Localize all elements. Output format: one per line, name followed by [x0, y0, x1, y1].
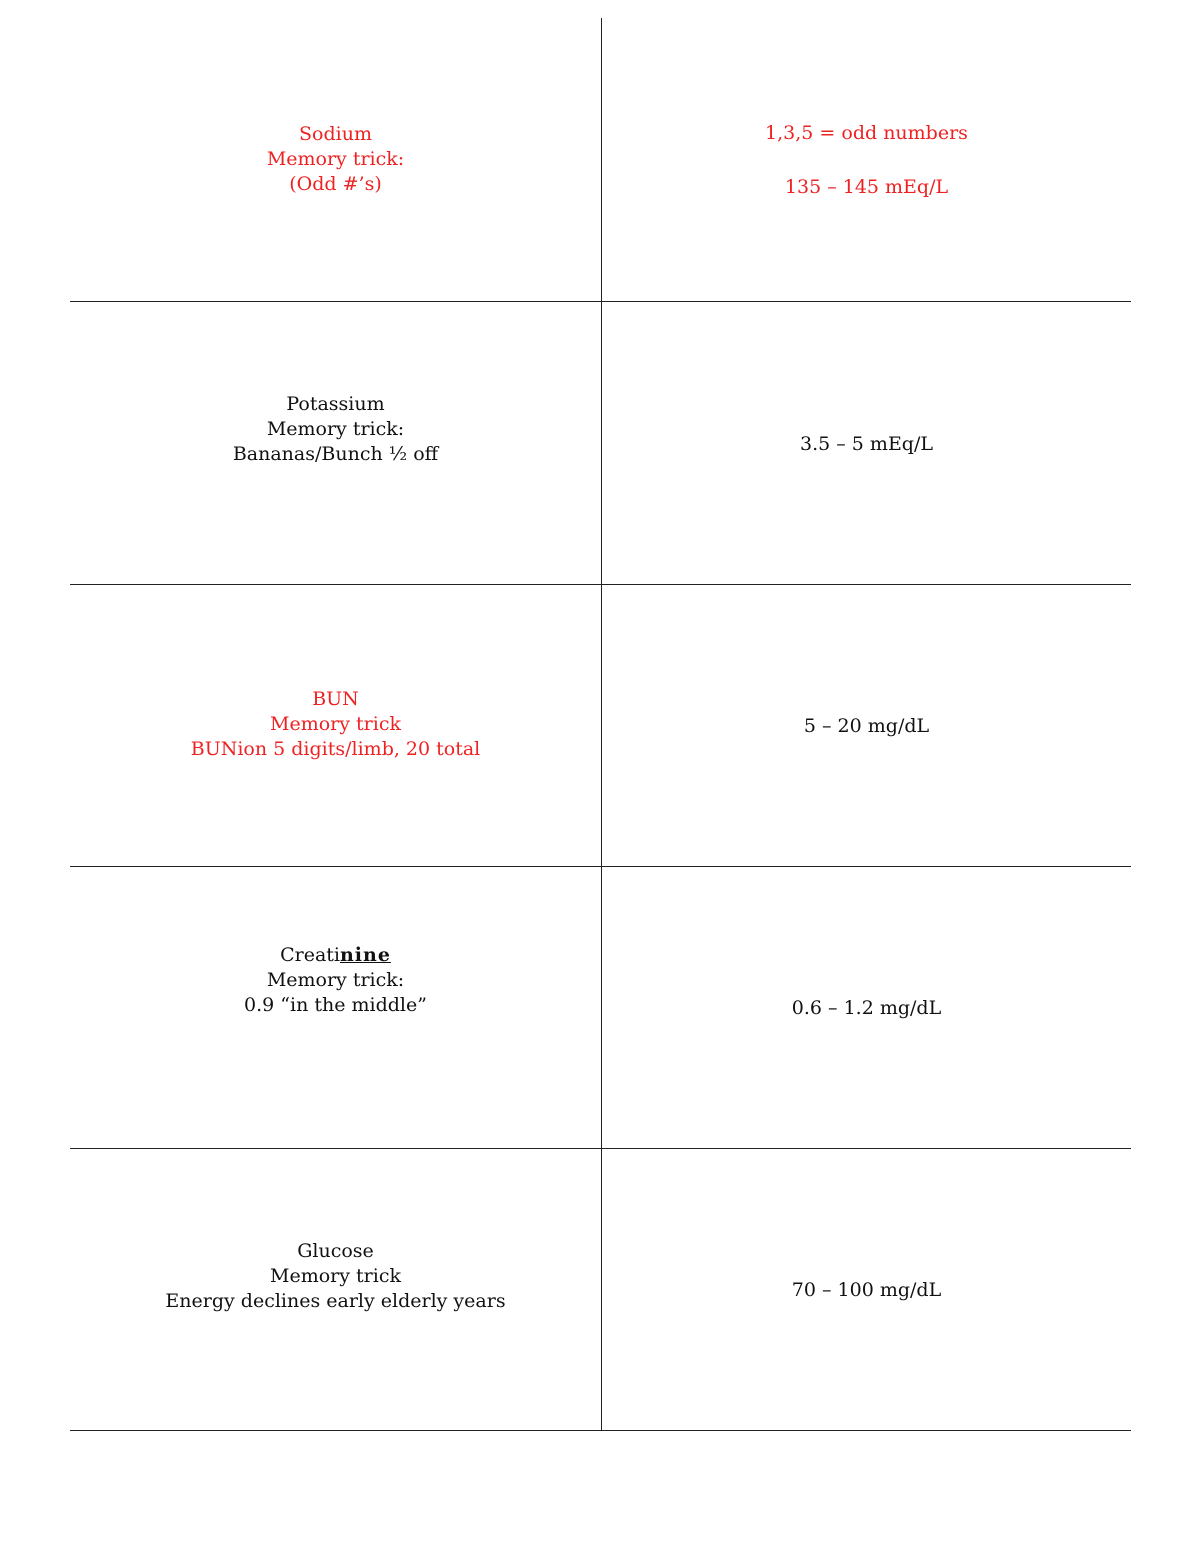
value-cell-bun — [602, 585, 1131, 866]
term-cell-glucose — [70, 1149, 602, 1430]
term-title: Glucose — [297, 1240, 374, 1262]
flashcard-row-sodium — [70, 18, 1131, 302]
term-title: Potassium — [286, 393, 385, 415]
term-memory-label: Memory trick — [270, 1265, 401, 1287]
value-cell-glucose — [602, 1149, 1131, 1430]
value-range: 135 – 145 mEq/L — [784, 176, 949, 198]
term-cell-bun — [70, 585, 602, 866]
value-cell-potassium — [602, 302, 1131, 584]
value-range: 70 – 100 mg/dL — [791, 1279, 942, 1301]
term-cell-potassium — [70, 302, 602, 584]
value-range: 3.5 – 5 mEq/L — [800, 433, 933, 455]
term-title-prefix: Creati — [280, 944, 340, 966]
value-cell-creatinine — [602, 867, 1131, 1148]
term-memory-hint: Bananas/Bunch ½ off — [232, 443, 439, 465]
term-memory-hint: (Odd #’s) — [289, 173, 382, 195]
value-note: 1,3,5 = odd numbers — [765, 122, 968, 144]
flashcard-row-bun — [70, 585, 1131, 867]
value-range: 0.6 – 1.2 mg/dL — [791, 997, 942, 1019]
term-cell-sodium — [70, 18, 602, 301]
term-title-emphasis: nine — [339, 944, 391, 966]
value-cell-sodium — [602, 18, 1131, 301]
value-range: 5 – 20 mg/dL — [803, 715, 930, 737]
term-cell-creatinine — [70, 867, 602, 1148]
term-memory-hint: BUNion 5 digits/limb, 20 total — [190, 738, 481, 760]
term-memory-label: Memory trick: — [266, 418, 405, 440]
term-title — [280, 943, 391, 968]
flashcard-table — [70, 18, 1131, 1431]
term-title: Sodium — [299, 123, 372, 145]
term-memory-hint: 0.9 “in the middle” — [244, 994, 427, 1016]
term-title: BUN — [312, 688, 359, 710]
term-memory-label: Memory trick: — [266, 969, 405, 991]
flashcard-row-creatinine — [70, 867, 1131, 1149]
term-memory-hint: Energy declines early elderly years — [165, 1290, 506, 1312]
term-memory-label: Memory trick: — [266, 148, 405, 170]
flashcard-row-glucose — [70, 1149, 1131, 1431]
term-memory-label: Memory trick — [270, 713, 401, 735]
flashcard-row-potassium — [70, 302, 1131, 585]
